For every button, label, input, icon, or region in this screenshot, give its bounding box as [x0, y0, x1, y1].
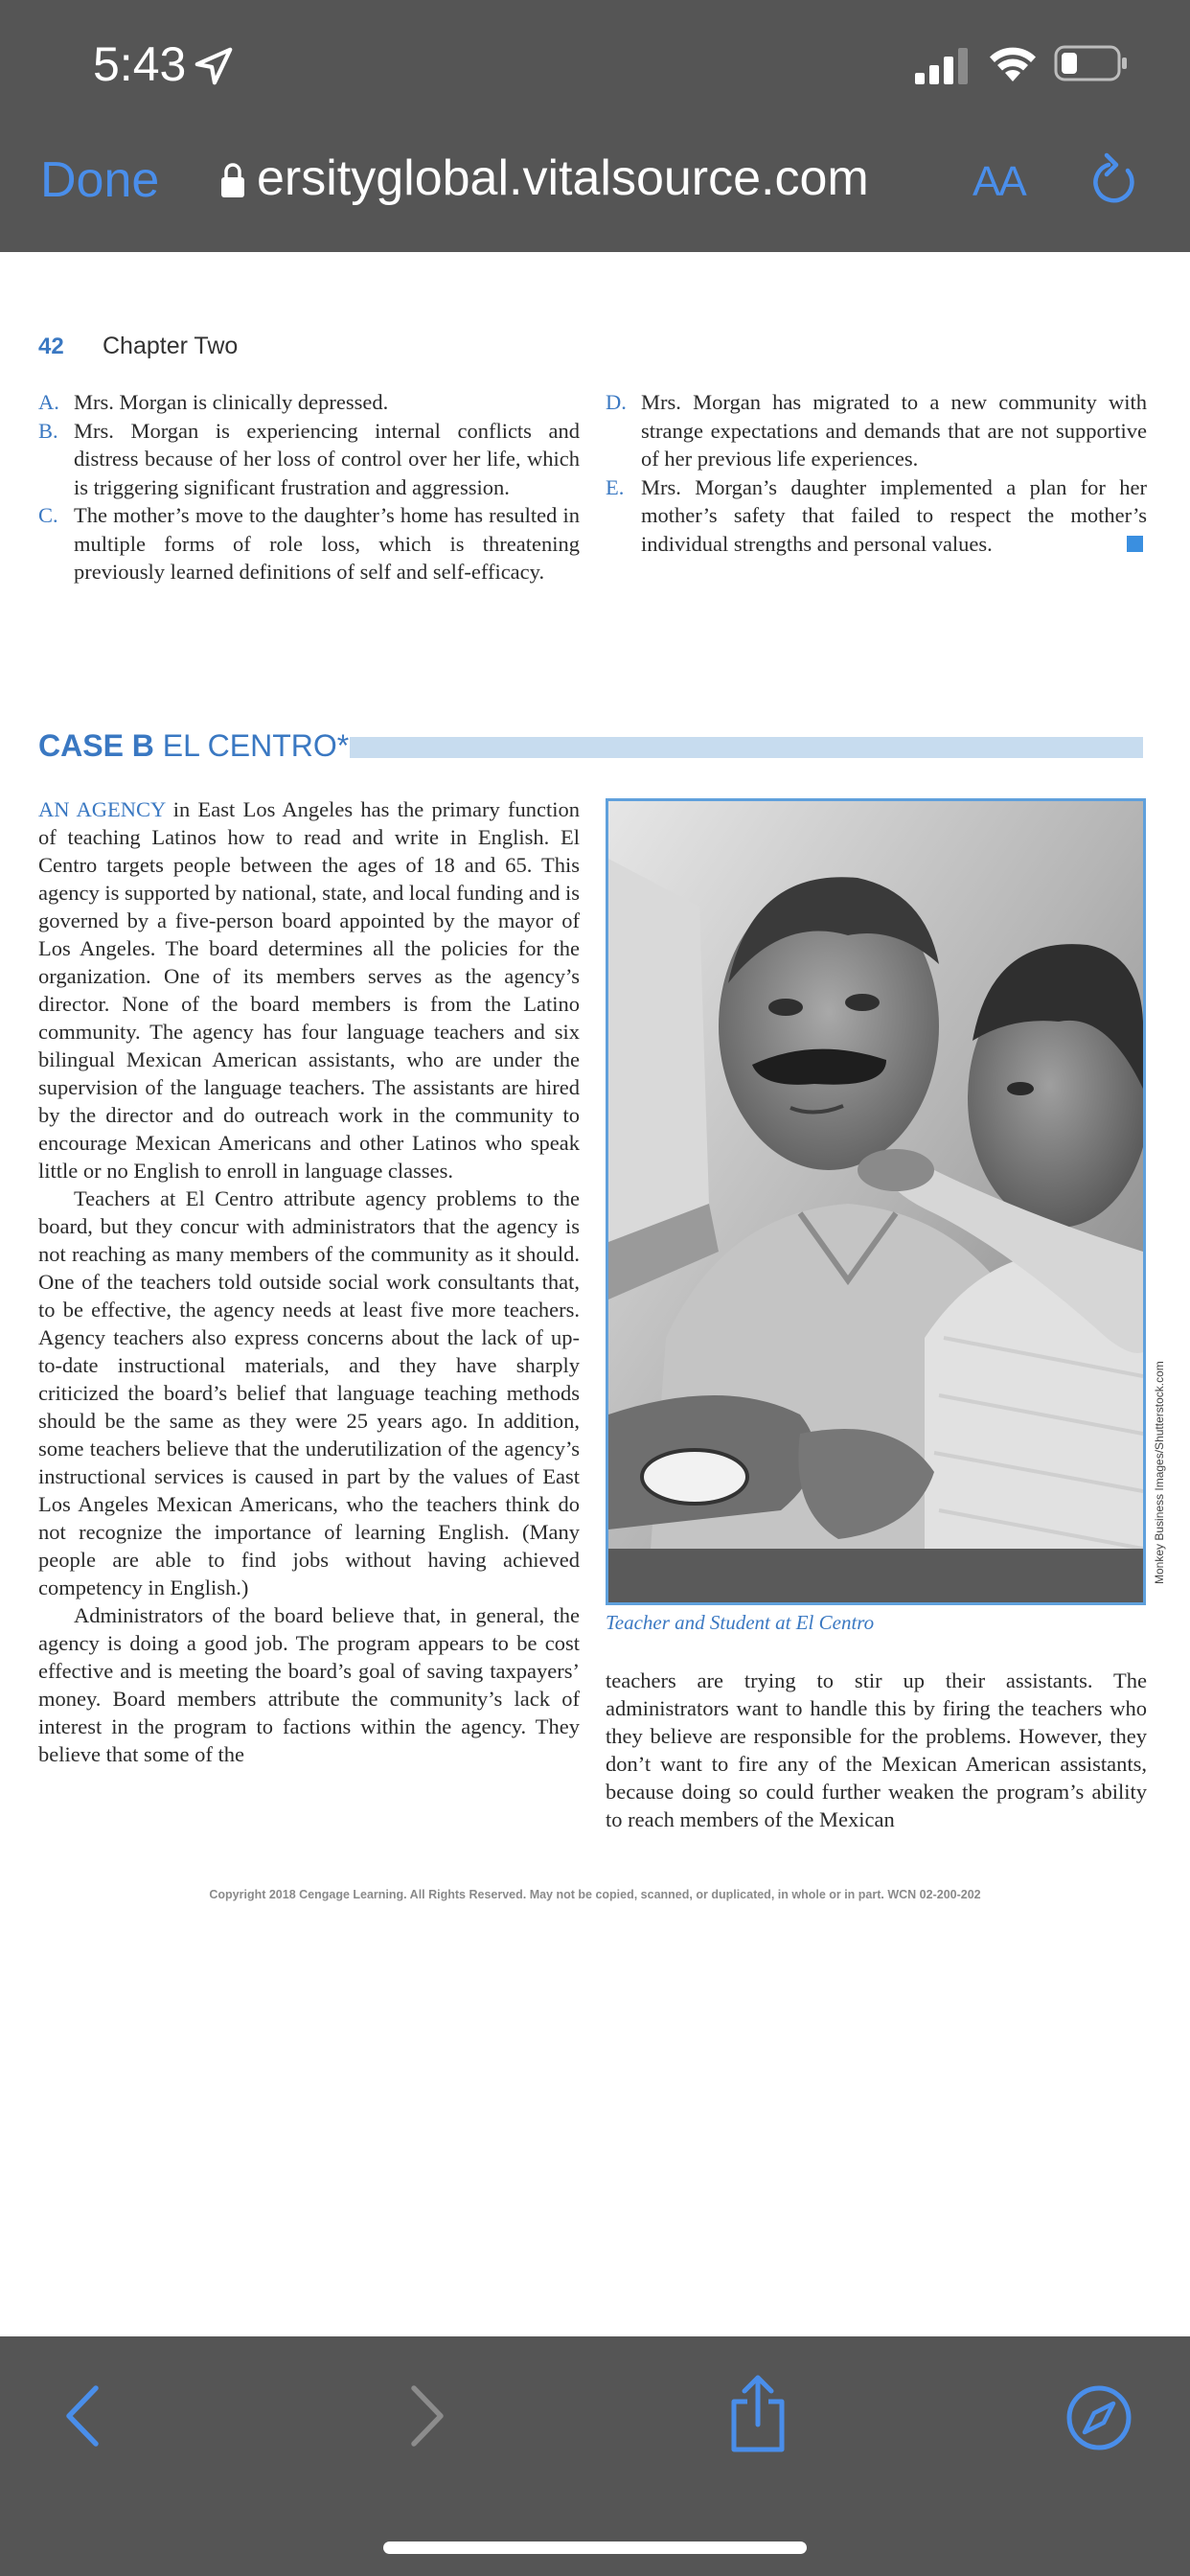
paragraph-3-continued: teachers are trying to stir up their assistants. The administrators want to handle this by firing the teachers who they believe are responsible for the problems. However, they don’t want to fire any of the Mexican American assistants, because doing so could further weaken the program’s ability to reach members of the Mexican — [606, 1668, 1147, 1831]
option-text: Mrs. Morgan’s daughter implemented a plan for her mother’s safety that failed to respect the mother’s individual strengths and personal values. — [641, 474, 1147, 556]
option-text: Mrs. Morgan is clinically depressed. — [74, 390, 389, 414]
text-size-button[interactable]: AA — [973, 158, 1025, 205]
option-letter: C. — [38, 503, 58, 527]
bottom-toolbar — [0, 2336, 1190, 2576]
option-letter: B. — [38, 418, 58, 443]
top-chrome — [0, 0, 1190, 252]
wifi-icon — [987, 43, 1039, 83]
url-field[interactable]: ersityglobal.vitalsource.com — [257, 150, 869, 206]
case-label: CASE B — [38, 728, 154, 763]
answer-option-a — [38, 388, 580, 417]
option-letter: D. — [606, 390, 627, 414]
photo-illustration — [608, 801, 1143, 1602]
section-end-marker — [1127, 536, 1143, 552]
answer-option-c — [38, 501, 580, 586]
location-arrow-icon — [192, 44, 236, 88]
option-text: Mrs. Morgan has migrated to a new community with strange expectations and demands that are not supportive of her previous life experiences. — [641, 390, 1147, 471]
options-right-column — [606, 388, 1147, 558]
body-left-column — [38, 795, 580, 1768]
option-text: The mother’s move to the daughter’s home has resulted in multiple forms of role loss, which is threatening previously learned definitions of self and self-efficacy. — [74, 503, 580, 584]
case-heading — [38, 728, 349, 764]
chapter-title: Chapter Two — [103, 333, 239, 359]
page-number: 42 — [38, 334, 64, 359]
body-right-column — [606, 1667, 1147, 1833]
share-icon[interactable] — [726, 2373, 790, 2455]
lock-icon — [218, 161, 247, 199]
compass-icon[interactable] — [1065, 2384, 1133, 2451]
paragraph-1 — [38, 795, 580, 1184]
answer-option-e — [606, 473, 1147, 559]
copyright-notice: Copyright 2018 Cengage Learning. All Rights Reserved. May not be copied, scanned, or duplicated, in whole or in part. WCN 02-200-202 — [209, 1888, 981, 1901]
forward-chevron-icon[interactable] — [402, 2382, 450, 2450]
option-text: Mrs. Morgan is experiencing internal conflicts and distress because of her loss of control over her life, which is triggering significant frustration and aggression. — [74, 418, 580, 499]
ebook-page — [0, 252, 1190, 2336]
option-letter: E. — [606, 474, 625, 499]
options-left-column — [38, 388, 580, 586]
reload-icon[interactable] — [1087, 151, 1141, 209]
photo-credit: Monkey Business Images/Shutterstock.com — [1153, 1361, 1166, 1584]
paragraph-2: Teachers at El Centro attribute agency problems to the board, but they concur with administrators that the agency is not reaching as many members of the community as it should. One of the teachers told outside social work consultants that, to be effective, the agency needs at least five more teachers. Agency teachers also express concerns about the lack of up-to-date instructional materials, and they have sharply criticized the board’s belief that language teaching methods should be the same as they were 25 years ago. In addition, some teachers believe that the underutilization of the agency’s instructional services is caused in part by the values of East Los Angeles Mexican Americans, who the teachers think do not recognize the importance of learning English. (Many people are able to find jobs without having achieved competency in English.) — [38, 1186, 580, 1599]
case-photo — [606, 798, 1146, 1605]
option-letter: A. — [38, 390, 59, 414]
cellular-signal-icon — [915, 46, 971, 84]
battery-icon — [1054, 44, 1129, 82]
done-button[interactable]: Done — [40, 152, 160, 208]
answer-option-d — [606, 388, 1147, 473]
case-title: EL CENTRO* — [162, 728, 350, 763]
paragraph-3: Administrators of the board believe that, in general, the agency is doing a good job. The program appears to be cost effective and is meeting the board’s goal of saving taxpayers’ money. Board members attribute the community’s lack of interest in the program to factions within the agency. They believe that some of the — [38, 1603, 580, 1766]
paragraph-1-text: in East Los Angeles has the primary function of teaching Latinos how to read and write in English. El Centro targets people between the ages of 18 and 65. This agency is supported by national, state, and local funding and is governed by a five-person board appointed by the mayor of Los Angeles. The board determines all the policies for the organization. One of its members serves as the agency’s director. None of the board members is from the Latino community. The agency has four language teachers and six bilingual Mexican American assistants, who are under the supervision of the language teachers. The assistants are hired by the director and do outreach work in the community to encourage Mexican Americans and other Latinos who speak little or no English to enroll in language classes. — [38, 797, 580, 1183]
status-time: 5:43 — [93, 37, 187, 91]
lead-in: AN AGENCY — [38, 797, 166, 821]
home-indicator[interactable] — [383, 2542, 807, 2554]
heading-rule — [350, 737, 1143, 758]
back-chevron-icon[interactable] — [59, 2382, 107, 2450]
photo-caption: Teacher and Student at El Centro — [606, 1611, 875, 1634]
answer-option-b — [38, 417, 580, 502]
